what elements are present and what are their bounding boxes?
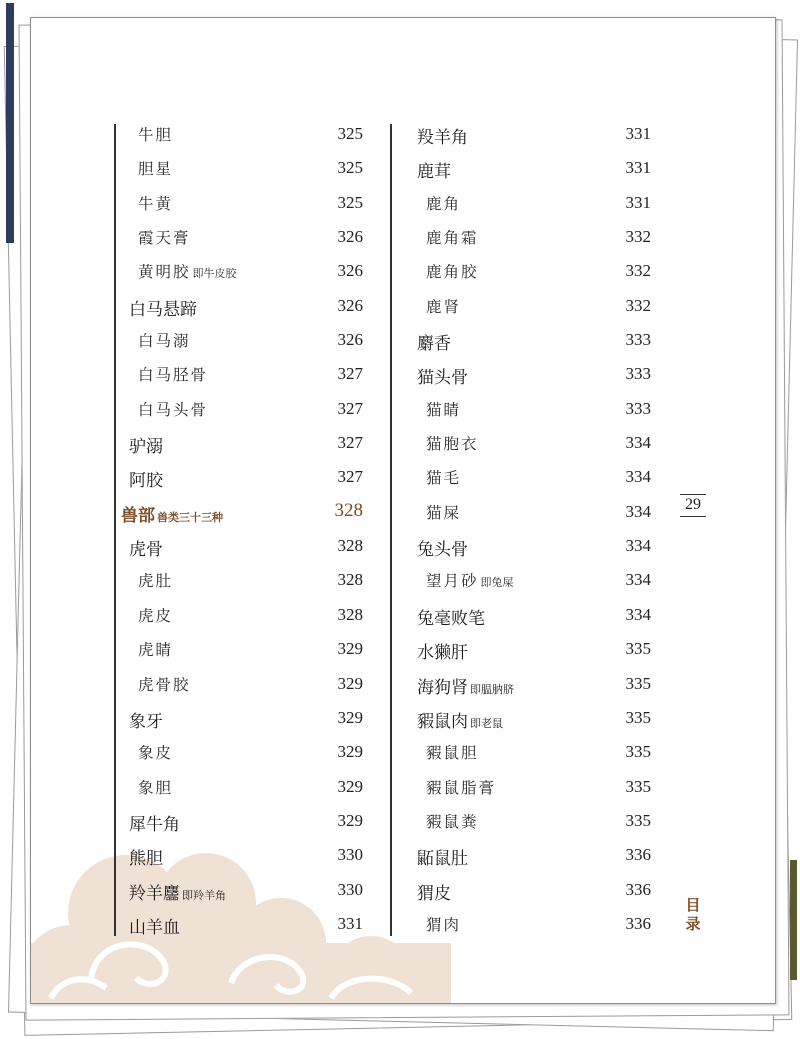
entry-note: 兽类三十三种: [157, 510, 223, 524]
entry-page-number: 327: [337, 467, 363, 487]
toc-page: [30, 17, 776, 1004]
entry-title: [138, 604, 173, 626]
toc-entry: [129, 323, 369, 357]
toc-entry: [417, 667, 657, 701]
entry-title: [129, 913, 180, 938]
entry-title: [138, 123, 173, 145]
entry-page-number: 334: [625, 604, 651, 624]
toc-entry: [129, 632, 369, 666]
entry-note: 即羚羊角: [182, 888, 226, 902]
entry-page-number: 326: [337, 261, 363, 281]
entry-title-text: 鹿角胶: [426, 263, 479, 282]
toc-entry: [417, 838, 657, 872]
entry-title: [129, 707, 163, 732]
entry-title: [138, 638, 173, 660]
entry-title: [138, 329, 191, 351]
entry-title: [129, 810, 180, 835]
entry-title: [417, 879, 451, 904]
toc-entry: [129, 220, 369, 254]
toc-entry: [129, 117, 369, 151]
entry-page-number: 329: [337, 639, 363, 659]
entry-title: [138, 260, 237, 282]
entry-page-number: 332: [625, 261, 651, 281]
entry-title: [417, 638, 468, 663]
book-cover-edge: [790, 860, 797, 980]
chapter-label-char: 目: [685, 896, 701, 914]
entry-title: [426, 226, 479, 248]
entry-note: 即老鼠: [470, 716, 503, 730]
entry-title-text: 鹿肾: [426, 297, 462, 316]
entry-title-text: 羖羊角: [417, 128, 468, 148]
toc-entry: [417, 117, 657, 151]
entry-page-number: 332: [625, 227, 651, 247]
entry-page-number: 330: [337, 845, 363, 865]
entry-page-number: 336: [625, 913, 651, 933]
entry-title: [138, 157, 173, 179]
entry-page-number: 329: [337, 707, 363, 727]
entry-page-number: 330: [337, 879, 363, 899]
toc-entry: [417, 186, 657, 220]
entry-title-text: 麝香: [417, 334, 451, 355]
entry-title-text: 象胆: [138, 778, 174, 797]
toc-entry: [417, 907, 657, 941]
entry-title-text: 鹿角霜: [426, 229, 479, 248]
entry-page-number: 327: [337, 398, 363, 418]
toc-entry: [417, 289, 657, 323]
entry-title-text: 白马悬蹄: [129, 299, 197, 320]
entry-title-text: 白马溺: [138, 332, 191, 351]
entry-page-number: 326: [337, 295, 363, 315]
entry-title-text: 羚羊麢: [129, 883, 180, 904]
entry-title-text: 犀牛角: [129, 814, 180, 835]
column-rule: [390, 124, 392, 936]
page-number-text: 29: [685, 496, 701, 513]
entry-title: [121, 501, 223, 526]
entry-page-number: 335: [625, 810, 651, 830]
entry-page-number: 332: [625, 295, 651, 315]
toc-entry: [129, 770, 369, 804]
entry-title-text: 猫屎: [426, 503, 462, 522]
toc-entry: [129, 667, 369, 701]
toc-column-left: [121, 117, 369, 941]
entry-page-number: 328: [337, 536, 363, 556]
entry-page-number: 331: [337, 913, 363, 933]
chapter-label: [684, 896, 702, 934]
entry-page-number: 325: [337, 192, 363, 212]
toc-entry: [129, 151, 369, 185]
entry-note: 即兔屎: [480, 576, 514, 590]
entry-title-text: 白马胫骨: [138, 366, 209, 385]
toc-entry: [417, 770, 657, 804]
entry-title: [129, 466, 163, 491]
entry-title-text: 猫胞衣: [426, 435, 479, 454]
entry-title-text: 猫头骨: [417, 368, 468, 389]
entry-note: 即牛皮胶: [192, 267, 237, 281]
entry-title: [138, 776, 173, 798]
column-rule: [114, 124, 116, 936]
entry-title: [129, 535, 163, 560]
entry-page-number: 326: [337, 227, 363, 247]
entry-title-text: 霞天膏: [138, 229, 191, 248]
entry-title: [417, 123, 468, 148]
toc-entry: [417, 701, 657, 735]
entry-title-text: 猬肉: [426, 915, 462, 934]
entry-title-text: 虎肚: [138, 572, 174, 591]
toc-entry: [417, 804, 657, 838]
toc-entry: [417, 220, 657, 254]
entry-page-number: 336: [625, 845, 651, 865]
entry-page-number: 333: [625, 364, 651, 384]
entry-title: [426, 501, 461, 523]
entry-page-number: 329: [337, 776, 363, 796]
entry-page-number: 331: [625, 158, 651, 178]
entry-title-text: 望月砂: [426, 572, 479, 591]
entry-title-text: 豭鼠粪: [426, 812, 479, 831]
entry-title: [426, 913, 461, 935]
entry-page-number: 327: [337, 433, 363, 453]
entry-title: [426, 466, 461, 488]
entry-page-number: 335: [625, 639, 651, 659]
toc-entry: [129, 735, 369, 769]
toc-entry: [417, 735, 657, 769]
entry-title: [138, 226, 191, 248]
entry-title: [129, 879, 226, 904]
entry-page-number: 329: [337, 673, 363, 693]
entry-title: [138, 363, 208, 385]
entry-title: [426, 260, 479, 282]
entry-title-text: 驴溺: [129, 437, 163, 458]
entry-title-text: 海狗肾: [417, 677, 468, 698]
entry-title: [417, 604, 485, 629]
page-number: [680, 494, 706, 517]
toc-entry: [129, 426, 369, 460]
entry-title: [129, 432, 163, 457]
entry-title: [138, 741, 173, 763]
entry-page-number: 325: [337, 158, 363, 178]
toc-entry: [129, 289, 369, 323]
entry-title-text: 胆星: [138, 160, 174, 179]
entry-page-number: 335: [625, 673, 651, 693]
entry-title: [129, 844, 163, 869]
toc-entry: [417, 873, 657, 907]
entry-title-text: 虎骨胶: [138, 675, 191, 694]
entry-title: [426, 398, 461, 420]
entry-title-text: 豭鼠胆: [426, 744, 479, 763]
toc-entry: [129, 907, 369, 941]
toc-entry: [417, 426, 657, 460]
entry-page-number: 329: [337, 810, 363, 830]
entry-title: [426, 810, 479, 832]
toc-entry: [129, 804, 369, 838]
toc-entry: [417, 529, 657, 563]
entry-title: [426, 192, 461, 214]
entry-title-text: 猬皮: [417, 883, 451, 904]
toc-entry: [129, 701, 369, 735]
toc-entry: [129, 598, 369, 632]
entry-page-number: 335: [625, 742, 651, 762]
entry-title: [417, 707, 503, 732]
entry-page-number: 334: [625, 570, 651, 590]
toc-entry: [417, 563, 657, 597]
entry-title: [417, 844, 468, 869]
entry-title: [138, 569, 173, 591]
entry-title-text: 山羊血: [129, 917, 180, 938]
entry-page-number: 336: [625, 879, 651, 899]
entry-title-text: 牛黄: [138, 194, 174, 213]
entry-page-number: 328: [337, 604, 363, 624]
entry-title-text: 兔头骨: [417, 540, 468, 561]
book-cover-edge: [6, 3, 14, 243]
entry-page-number: 331: [625, 192, 651, 212]
entry-title-text: 白马头骨: [138, 400, 209, 419]
entry-title-text: 鼫鼠肚: [417, 849, 468, 870]
entry-page-number: 333: [625, 330, 651, 350]
entry-title: [417, 673, 514, 698]
entry-page-number: 328: [334, 499, 363, 521]
entry-note: 即腽肭脐: [470, 682, 514, 696]
chapter-label-char: 录: [685, 915, 701, 933]
toc-entry: [417, 151, 657, 185]
entry-title-text: 黄明胶: [138, 263, 191, 282]
entry-title: [138, 192, 173, 214]
entry-title: [417, 329, 451, 354]
entry-page-number: 326: [337, 330, 363, 350]
entry-page-number: 334: [625, 433, 651, 453]
entry-title-text: 虎睛: [138, 641, 174, 660]
entry-title-text: 豭鼠肉: [417, 711, 468, 732]
toc-entry: [417, 460, 657, 494]
entry-title: [138, 398, 208, 420]
entry-page-number: 331: [625, 124, 651, 143]
entry-page-number: 334: [625, 536, 651, 556]
toc-entry: [129, 186, 369, 220]
entry-title-text: 象牙: [129, 711, 163, 732]
entry-title: [129, 295, 197, 320]
toc-entry: [129, 563, 369, 597]
toc-section-heading: [121, 495, 369, 529]
toc-entry: [417, 598, 657, 632]
entry-title-text: 阿胶: [129, 471, 163, 492]
entry-title: [426, 741, 479, 763]
entry-title-text: 牛胆: [138, 126, 174, 144]
entry-title: [426, 776, 496, 798]
toc-entry: [417, 357, 657, 391]
entry-page-number: 327: [337, 364, 363, 384]
entry-title-text: 兔毫败笔: [417, 608, 485, 629]
entry-title-text: 豭鼠脂膏: [426, 778, 497, 797]
entry-page-number: 329: [337, 742, 363, 762]
entry-title-text: 象皮: [138, 744, 174, 763]
toc-entry: [129, 529, 369, 563]
entry-page-number: 334: [625, 467, 651, 487]
toc-entry: [129, 254, 369, 288]
entry-title: [417, 157, 451, 182]
entry-title: [426, 432, 479, 454]
entry-page-number: 328: [337, 570, 363, 590]
entry-page-number: 325: [337, 124, 363, 143]
entry-page-number: 335: [625, 776, 651, 796]
toc-entry: [417, 323, 657, 357]
entry-title-text: 猫睛: [426, 400, 462, 419]
entry-title: [417, 363, 468, 388]
entry-title-text: 水獭肝: [417, 643, 468, 664]
entry-title: [426, 569, 514, 591]
entry-title-text: 猫毛: [426, 469, 462, 488]
entry-title-text: 虎皮: [138, 606, 174, 625]
entry-title-text: 熊胆: [129, 849, 163, 870]
toc-entry: [129, 392, 369, 426]
toc-entry: [417, 495, 657, 529]
entry-page-number: 333: [625, 398, 651, 418]
toc-entry: [129, 873, 369, 907]
entry-title-text: 兽部: [121, 505, 155, 526]
toc-entry: [129, 838, 369, 872]
entry-title-text: 鹿角: [426, 194, 462, 213]
entry-title: [417, 535, 468, 560]
toc-entry: [417, 632, 657, 666]
entry-title-text: 鹿茸: [417, 162, 451, 183]
toc-entry: [129, 460, 369, 494]
entry-page-number: 335: [625, 707, 651, 727]
toc-column-right: [417, 117, 657, 941]
toc-entry: [129, 357, 369, 391]
toc-entry: [417, 254, 657, 288]
toc-entry: [417, 392, 657, 426]
entry-title-text: 虎骨: [129, 540, 163, 561]
entry-title: [138, 673, 191, 695]
entry-title: [426, 295, 461, 317]
entry-page-number: 334: [625, 501, 651, 521]
